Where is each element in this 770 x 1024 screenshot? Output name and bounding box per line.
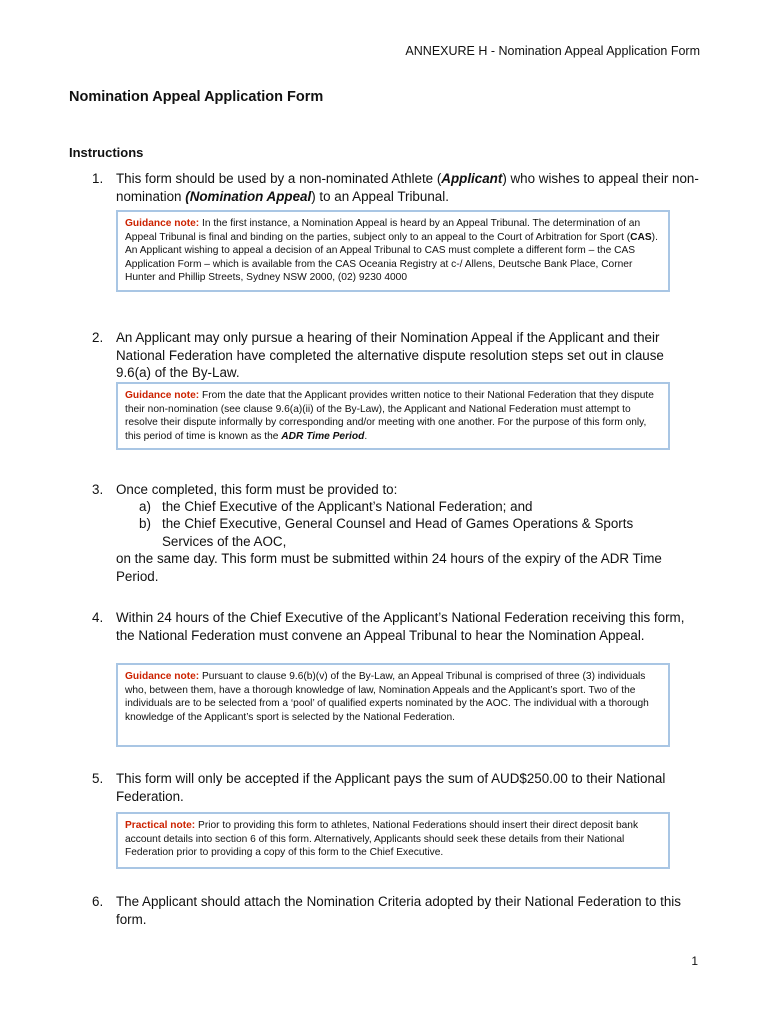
note-label: Guidance note: — [125, 218, 200, 229]
item-text: An Applicant may only pursue a hearing of their Nomination Appeal if the Applicant and their National Federation have completed the alternative dispute resolution steps set out in clause 9.6(a) of the By-Law. — [116, 330, 664, 380]
practical-note: Practical note: Prior to providing this form to athletes, National Federations should insert their direct deposit bank account details into section 6 of this form. Alternatively, Applicants should seek these details from their National Federation prior to providing a copy of this form to the Chief Executive. — [116, 812, 670, 869]
item-number: 4. — [92, 610, 104, 625]
item-number: 5. — [92, 771, 104, 786]
item-text: Within 24 hours of the Chief Executive of the Applicant’s National Federation receiving this form, the National Federation must convene an Appeal Tribunal to hear the Nomination Appeal. — [116, 610, 685, 643]
item-text: This form will only be accepted if the Applicant pays the sum of AUD$250.00 to their National Federation. — [116, 771, 666, 804]
guidance-note-2: Guidance note: From the date that the Applicant provides written notice to their National Federation that they dispute their non-nomination (see clause 9.6(a)(ii) of the By-Law), the Applicant and National Federation must attempt to resolve their dispute informally by corresponding and/or meeting with one another. For the purpose of this form only, this period of time is known as the ADR Time Period. — [116, 382, 670, 450]
item-text: This form should be used by a non-nominated Athlete (Applicant) who wishes to appeal their non-nomination (Nomination Appeal) to an Appeal Tribunal. — [116, 171, 699, 204]
item-number: 2. — [92, 330, 104, 345]
guidance-note-1: Guidance note: In the first instance, a Nomination Appeal is heard by an Appeal Tribunal. The determination of an Appeal Tribunal is final and binding on the parties, subject only to an appeal to the Court of Arbitration for Sport (CAS). An Applicant wishing to appeal a decision of an Appeal Tribunal to CAS must complete a different form – the CAS Application Form – which is available from the CAS Oceania Registry at c-/ Allens, Deutsche Bank Place, Corner Hunter and Phillip Streets, Sydney NSW 2000, (02) 9230 4000 — [116, 210, 670, 292]
instructions-heading: Instructions — [69, 145, 144, 160]
guidance-note-3: Guidance note: Pursuant to clause 9.6(b)(v) of the By-Law, an Appeal Tribunal is comprised of three (3) individuals who, between them, have a thorough knowledge of law, Nomination Appeals and the Applicant’s sport. Two of the individuals are to be selected from a ‘pool’ of qualified experts nominated by the AOC. The individual with a thorough knowledge of the Applicant’s sport is selected by the National Federation. — [116, 663, 670, 747]
item-number: 3. — [92, 482, 104, 497]
sub-item-b: the Chief Executive, General Counsel and Head of Games Operations & Sports Services of the AOC, — [162, 516, 634, 549]
sub-item-label-b: b) — [139, 516, 151, 531]
page-number: 1 — [691, 954, 698, 968]
note-label: Practical note: — [125, 820, 196, 831]
sub-item-label-a: a) — [139, 499, 151, 514]
item-3-continuation: on the same day. This form must be submitted within 24 hours of the expiry of the ADR Time Period. — [116, 551, 662, 584]
note-label: Guidance note: — [125, 671, 200, 682]
item-text: The Applicant should attach the Nomination Criteria adopted by their National Federation to this form. — [116, 894, 681, 927]
annexure-header: ANNEXURE H - Nomination Appeal Application Form — [405, 44, 700, 58]
item-text: Once completed, this form must be provided to: — [116, 482, 398, 497]
page-title: Nomination Appeal Application Form — [69, 89, 324, 105]
item-number: 6. — [92, 894, 104, 909]
note-label: Guidance note: — [125, 390, 200, 401]
item-number: 1. — [92, 171, 104, 186]
sub-item-a: the Chief Executive of the Applicant’s National Federation; and — [162, 499, 533, 514]
